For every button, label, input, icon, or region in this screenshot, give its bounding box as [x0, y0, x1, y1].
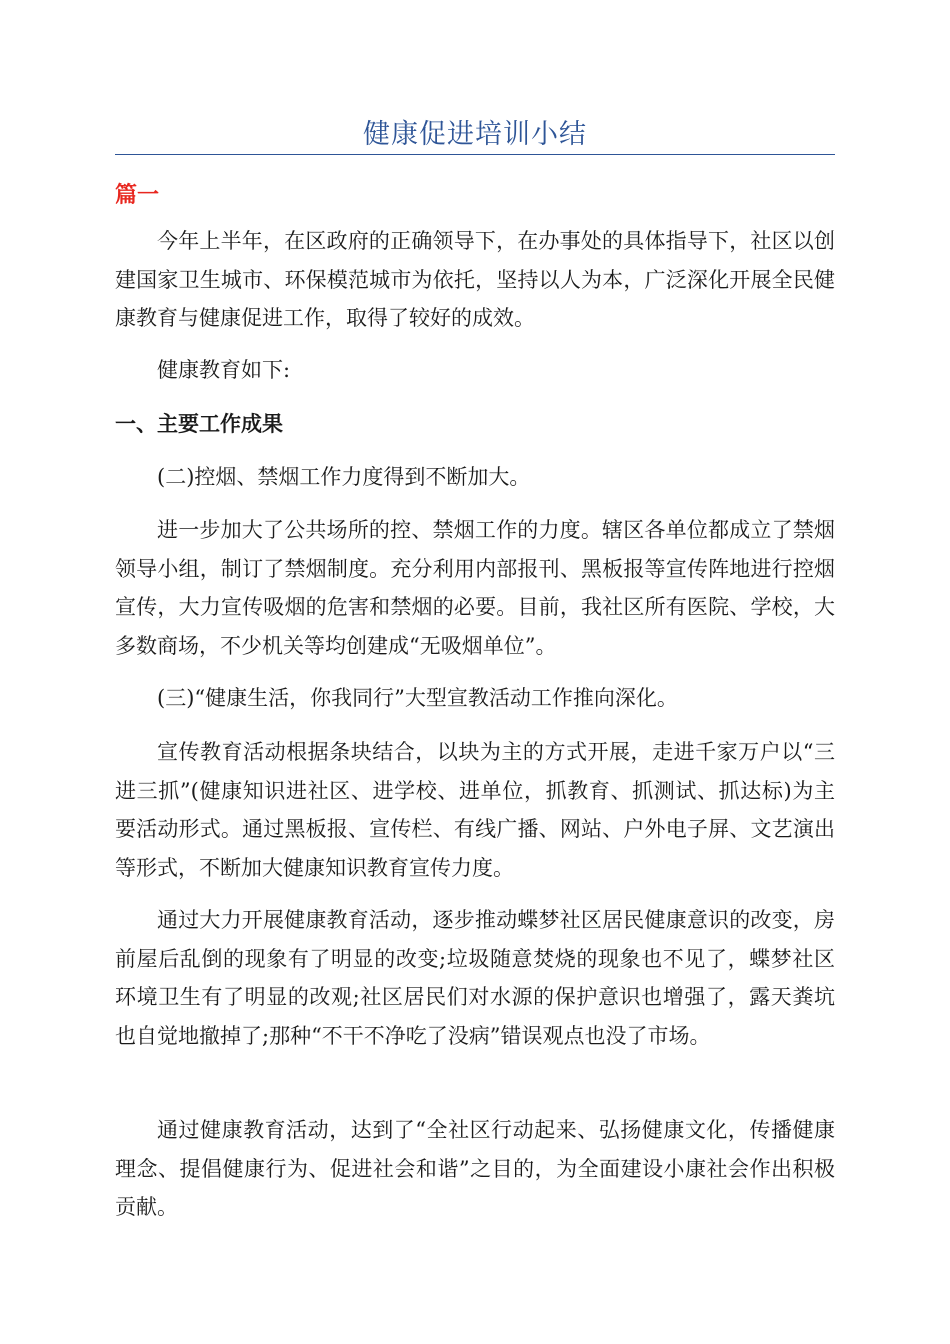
paragraph-item-2-heading: (二)控烟、禁烟工作力度得到不断加大。 — [157, 465, 531, 489]
paragraph-item-3-heading: (三)“健康生活，你我同行”大型宣教活动工作推向深化。 — [157, 686, 678, 710]
paragraph-publicity: 宣传教育活动根据条块结合，以块为主的方式开展，走进千家万户以“三进三抓”(健康知识进社区、进学校、进单位，抓教育、抓测试、抓达标)为主要活动形式。通过黑板报、宣传栏、有线广播、网站、户外电子屏、文艺演出等形式，不断加大健康知识教育宣传力度。 — [115, 740, 835, 880]
heading-main-results: 一、主要工作成果 — [115, 412, 283, 436]
paragraph-awareness: 通过大力开展健康教育活动，逐步推动蝶梦社区居民健康意识的改变，房前屋后乱倒的现象有了明显的改变;垃圾随意焚烧的现象也不见了，蝶梦社区环境卫生有了明显的改观;社区居民们对水源的保护意识也增强了，露天粪坑也自觉地撤掉了;那种“不干不净吃了没病”错误观点也没了市场。 — [115, 908, 835, 1048]
paragraph-intro: 今年上半年，在区政府的正确领导下，在办事处的具体指导下，社区以创建国家卫生城市、环保模范城市为依托，坚持以人为本，广泛深化开展全民健康教育与健康促进工作，取得了较好的成效。 — [115, 229, 835, 330]
document-title: 健康促进培训小结 — [363, 119, 587, 150]
title-underline — [115, 154, 835, 155]
paragraph-smoking-control: 进一步加大了公共场所的控、禁烟工作的力度。辖区各单位都成立了禁烟领导小组，制订了禁烟制度。充分利用内部报刊、黑板报等宣传阵地进行控烟宣传，大力宣传吸烟的危害和禁烟的必要。目前，我社区所有医院、学校，大多数商场，不少机关等均创建成“无吸烟单位”。 — [115, 518, 835, 658]
paragraph-summary-lead: 健康教育如下: — [157, 358, 291, 382]
paragraph-conclusion: 通过健康教育活动，达到了“全社区行动起来、弘扬健康文化，传播健康理念、提倡健康行为、促进社会和谐”之目的，为全面建设小康社会作出积极贡献。 — [115, 1118, 835, 1219]
section-heading: 篇一 — [115, 183, 160, 208]
